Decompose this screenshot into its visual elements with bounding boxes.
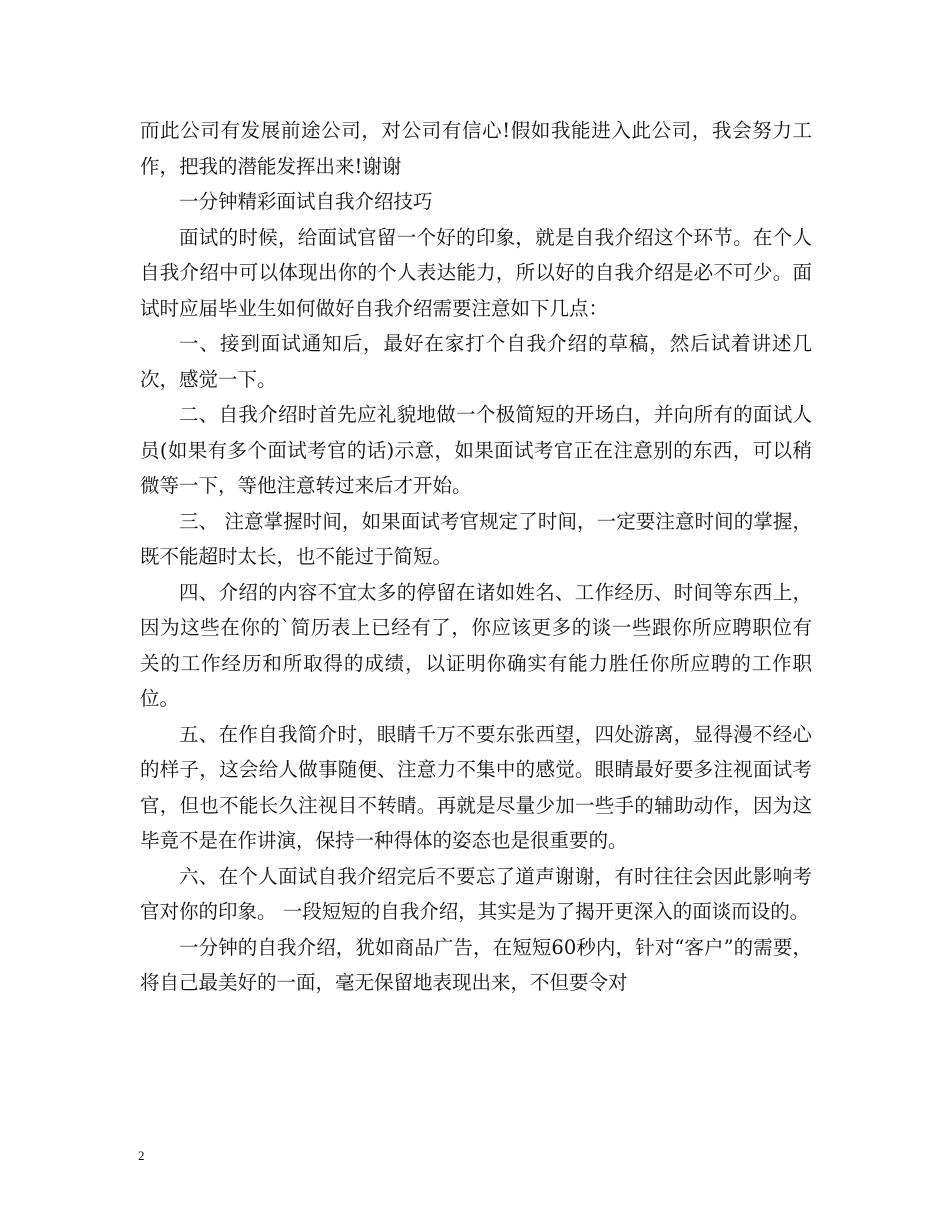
paragraph: 一、接到面试通知后，最好在家打个自我介绍的草稿，然后试着讲述几次，感觉一下。 [140,332,812,391]
paragraph: 面试的时候，给面试官留一个好的印象，就是自我介绍这个环节。在个人自我介绍中可以体现出你的个人表达能力，所以好的自我介绍是必不可少。面试时应届毕业生如何做好自我介绍需要注意如下几点： [140,225,812,320]
paragraph: 一分钟的自我介绍，犹如商品广告，在短短60秒内，针对“客户”的需要，将自己最美好的一面，毫无保留地表现出来，不但要令对 [140,935,812,994]
paragraph: 二、自我介绍时首先应礼貌地做一个极简短的开场白，并向所有的面试人员(如果有多个面试考官的话)示意，如果面试考官正在注意别的东西，可以稍微等一下，等他注意转过来后才开始。 [140,403,812,497]
paragraph: 三、 注意掌握时间，如果面试考官规定了时间，一定要注意时间的掌握，既不能超时太长，也不能过于简短。 [140,509,812,568]
paragraph: 四、介绍的内容不宜太多的停留在诸如姓名、工作经历、时间等东西上，因为这些在你的`简历表上已经有了，你应该更多的谈一些跟你所应聘职位有关的工作经历和所取得的成绩，以证明你确实有能力胜任你所应聘的工作职位。 [140,580,812,710]
paragraph: 五、在作自我简介时，眼睛千万不要东张西望，四处游离，显得漫不经心的样子，这会给人做事随便、注意力不集中的感觉。眼睛最好要多注视面试考官，但也不能长久注视目不转睛。再就是尽量少加一些手的辅助动作，因为这毕竟不是在作讲演，保持一种得体的姿态也是很重要的。 [140,722,812,852]
page-number: 2 [138,1148,145,1163]
paragraph: 六、在个人面试自我介绍完后不要忘了道声谢谢，有时往往会因此影响考官对你的印象。 一段短短的自我介绍，其实是为了揭开更深入的面谈而设的。 [140,864,812,923]
paragraph-heading: 一分钟精彩面试自我介绍技巧 [179,190,433,213]
document-body [140,113,812,1001]
paragraph: 而此公司有发展前途公司，对公司有信心!假如我能进入此公司，我会努力工作，把我的潜能发挥出来!谢谢 [140,119,812,178]
